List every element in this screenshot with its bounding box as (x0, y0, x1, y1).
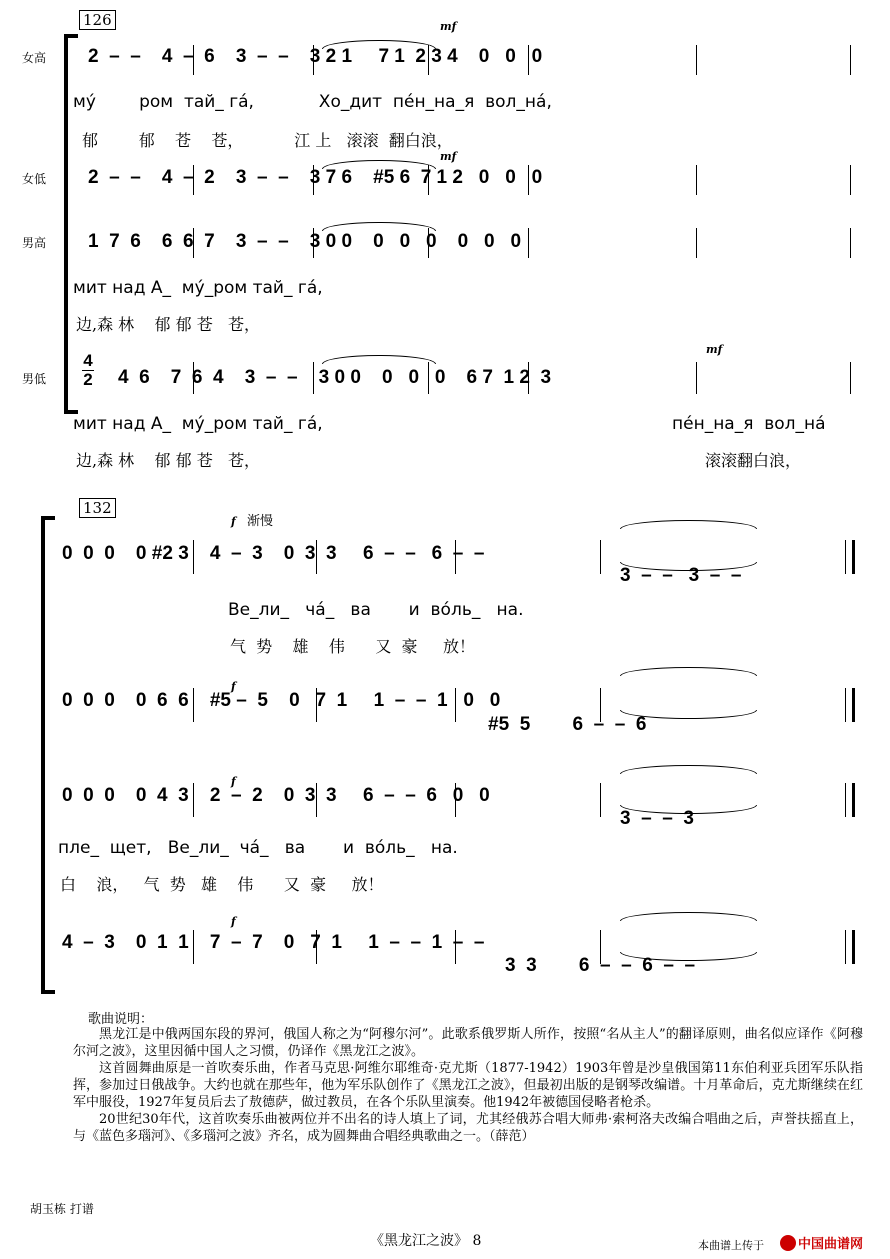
soprano1-lower-notes-sys2: 3 – – 3 – – (620, 565, 742, 586)
barline (528, 228, 529, 258)
final-barline (845, 688, 855, 722)
soprano1-lyrics-chinese-sys1: 郁 郁 苍 苍， 江 上 滚滚 翻白浪， (82, 131, 453, 150)
system-bracket-2 (41, 520, 45, 990)
final-barline (845, 540, 855, 574)
barline (600, 783, 601, 817)
bass-lyrics-russian2-sys1: пéн_на_я вол_нá (672, 414, 826, 434)
time-signature-top: 4 (83, 351, 93, 370)
barline (850, 45, 851, 75)
bass-lyrics-chinese-sys1: 边,森 林 郁 郁 苍 苍， (76, 451, 260, 470)
logo-icon (780, 1235, 796, 1251)
part-label-soprano2: 女低 (22, 172, 47, 186)
barline (850, 165, 851, 195)
soprano1-lyrics-russian-sys1: мý ром тай_ гá, Хо_дит пéн_на_я вол_нá, (73, 92, 552, 112)
measure-number-126: 126 (79, 10, 116, 30)
part-label-tenor: 男高 (22, 236, 47, 250)
part-label-bass: 男低 (22, 372, 47, 386)
tenor-notes-sys1: 1 7 6 6 6 7 3 – – 3 0 0 0 0 0 0 0 0 (88, 231, 522, 252)
system-bracket-1 (64, 38, 68, 410)
dynamic-mf: mf (440, 20, 457, 33)
notes-paragraph-2: 这首圆舞曲原是一首吹奏乐曲，作者马克思·阿维尔耶维奇·克尤斯（1877-1942）1903年曾是沙皇俄国第11东伯利亚兵团军乐队指挥，参加过日俄战争。大约也就在那些年，他为军乐队创作了《黑龙江之波》，但最初出版的是钢琴改编谱。十月革命后，克尤斯继续在红军中服役，1927年复员后去了敖德萨，做过教员，在各个乐队里演奏。他1942年被德国侵略者枪杀。 (73, 1061, 863, 1110)
bass-notes-sys1: 4 6 7 6 4 3 – – 3 0 0 0 0 0 6 7 1 2 3 (118, 367, 552, 388)
tie-arc (620, 520, 757, 529)
dynamic-f: f (231, 915, 236, 928)
dynamic-f: f (231, 515, 236, 528)
dynamic-f: f (231, 680, 236, 693)
barline (696, 45, 697, 75)
time-signature-bottom: 2 (83, 370, 93, 389)
barline (696, 362, 697, 394)
notes-paragraph-1: 黑龙江是中俄两国东段的界河，俄国人称之为“阿穆尔河”。此歌系俄罗斯人所作，按照“名从主人”的翻译原则，曲名似应译作《阿穆尔河之波》，这里因循中国人之习惯，仍译作《黑龙江之波》。 (73, 1027, 863, 1059)
dynamic-mf: mf (706, 343, 723, 356)
soprano1-lyrics-russian-sys2: Ве_ли_ чá_ ва и вóль_ на. (228, 600, 524, 620)
barline (850, 362, 851, 394)
logo-text: 中国曲谱网 (798, 1237, 864, 1252)
tenor-lyrics-russian-sys2: пле_ щет, Ве_ли_ чá_ ва и вóль_ на. (58, 838, 458, 858)
notes-paragraph-3: 20世纪30年代，这首吹奏乐曲被两位并不出名的诗人填上了词，尤其经俄苏合唱大师弗·索柯洛夫改编合唱曲之后，声誉扶摇直上，与《蓝色多瑙河》、《多瑙河之波》齐名，成为圆舞曲合唱经典歌曲之一。（薛范） (73, 1112, 863, 1144)
tempo-marking: 渐慢 (247, 514, 274, 529)
song-notes (73, 1026, 863, 1145)
soprano1-lyrics-chinese-sys2: 气 势 雄 伟 又 豪 放！ (230, 637, 475, 656)
page-footer-title: 《黑龙江之波》 8 (370, 1233, 482, 1249)
bass-lyrics-chinese2-sys1: 滚滚翻白浪， (705, 451, 802, 470)
tie-arc (620, 765, 757, 774)
measure-number-132: 132 (79, 498, 116, 518)
notes-heading: 歌曲说明： (88, 1012, 154, 1027)
tie-arc (322, 355, 436, 364)
time-signature (82, 352, 94, 389)
tenor-lyrics-russian-sys1: мит над А_ мý_ром тай_ гá, (73, 278, 323, 298)
soprano2-notes-sys1: 2 – – 4 – 2 3 – – 3 7 6 #5 6 7 1 2 0 0 0 (88, 167, 543, 188)
bass-notes-sys2: 4 – 3 0 1 1 7 – 7 0 7 1 1 – – 1 – – (62, 932, 485, 953)
typesetter-credit: 胡玉栋 打谱 (30, 1202, 94, 1216)
tie-arc (620, 912, 757, 921)
tie-arc (620, 667, 757, 676)
soprano2-lower-notes-sys2: #5 5 6 – – 6 (488, 714, 647, 735)
site-logo[interactable] (780, 1233, 863, 1252)
tenor-notes-sys2: 0 0 0 0 4 3 2 – 2 0 3 3 6 – – 6 0 0 (62, 785, 490, 806)
tenor-lower-notes-sys2: 3 – – 3 (620, 808, 694, 829)
tenor-lyrics-chinese-sys1: 边,森 林 郁 郁 苍 苍， (76, 315, 260, 334)
barline (600, 540, 601, 574)
tenor-lyrics-chinese-sys2: 白 浪， 气 势 雄 伟 又 豪 放！ (60, 875, 384, 894)
soprano1-notes-sys2: 0 0 0 0 #2 3 4 – 3 0 3 3 6 – – 6 – – (62, 543, 485, 564)
tie-arc (322, 222, 436, 231)
bass-lower-notes-sys2: 3 3 6 – – 6 – – (505, 955, 696, 976)
barline (696, 165, 697, 195)
bass-lyrics-russian-sys1: мит над А_ мý_ром тай_ гá, (73, 414, 323, 434)
barline (696, 228, 697, 258)
upload-note: 本曲谱上传于 (698, 1239, 764, 1252)
barline (850, 228, 851, 258)
final-barline (845, 783, 855, 817)
dynamic-mf: mf (440, 150, 457, 163)
final-barline (845, 930, 855, 964)
soprano1-notes-sys1: 2 – – 4 – 6 3 – – 3 2 1 7 1 2 3 4 0 0 0 (88, 46, 543, 67)
soprano2-notes-sys2: 0 0 0 0 6 6 #5 – 5 0 7 1 1 – – 1 0 0 (62, 690, 501, 711)
dynamic-f: f (231, 775, 236, 788)
part-label-soprano1: 女高 (22, 51, 47, 65)
